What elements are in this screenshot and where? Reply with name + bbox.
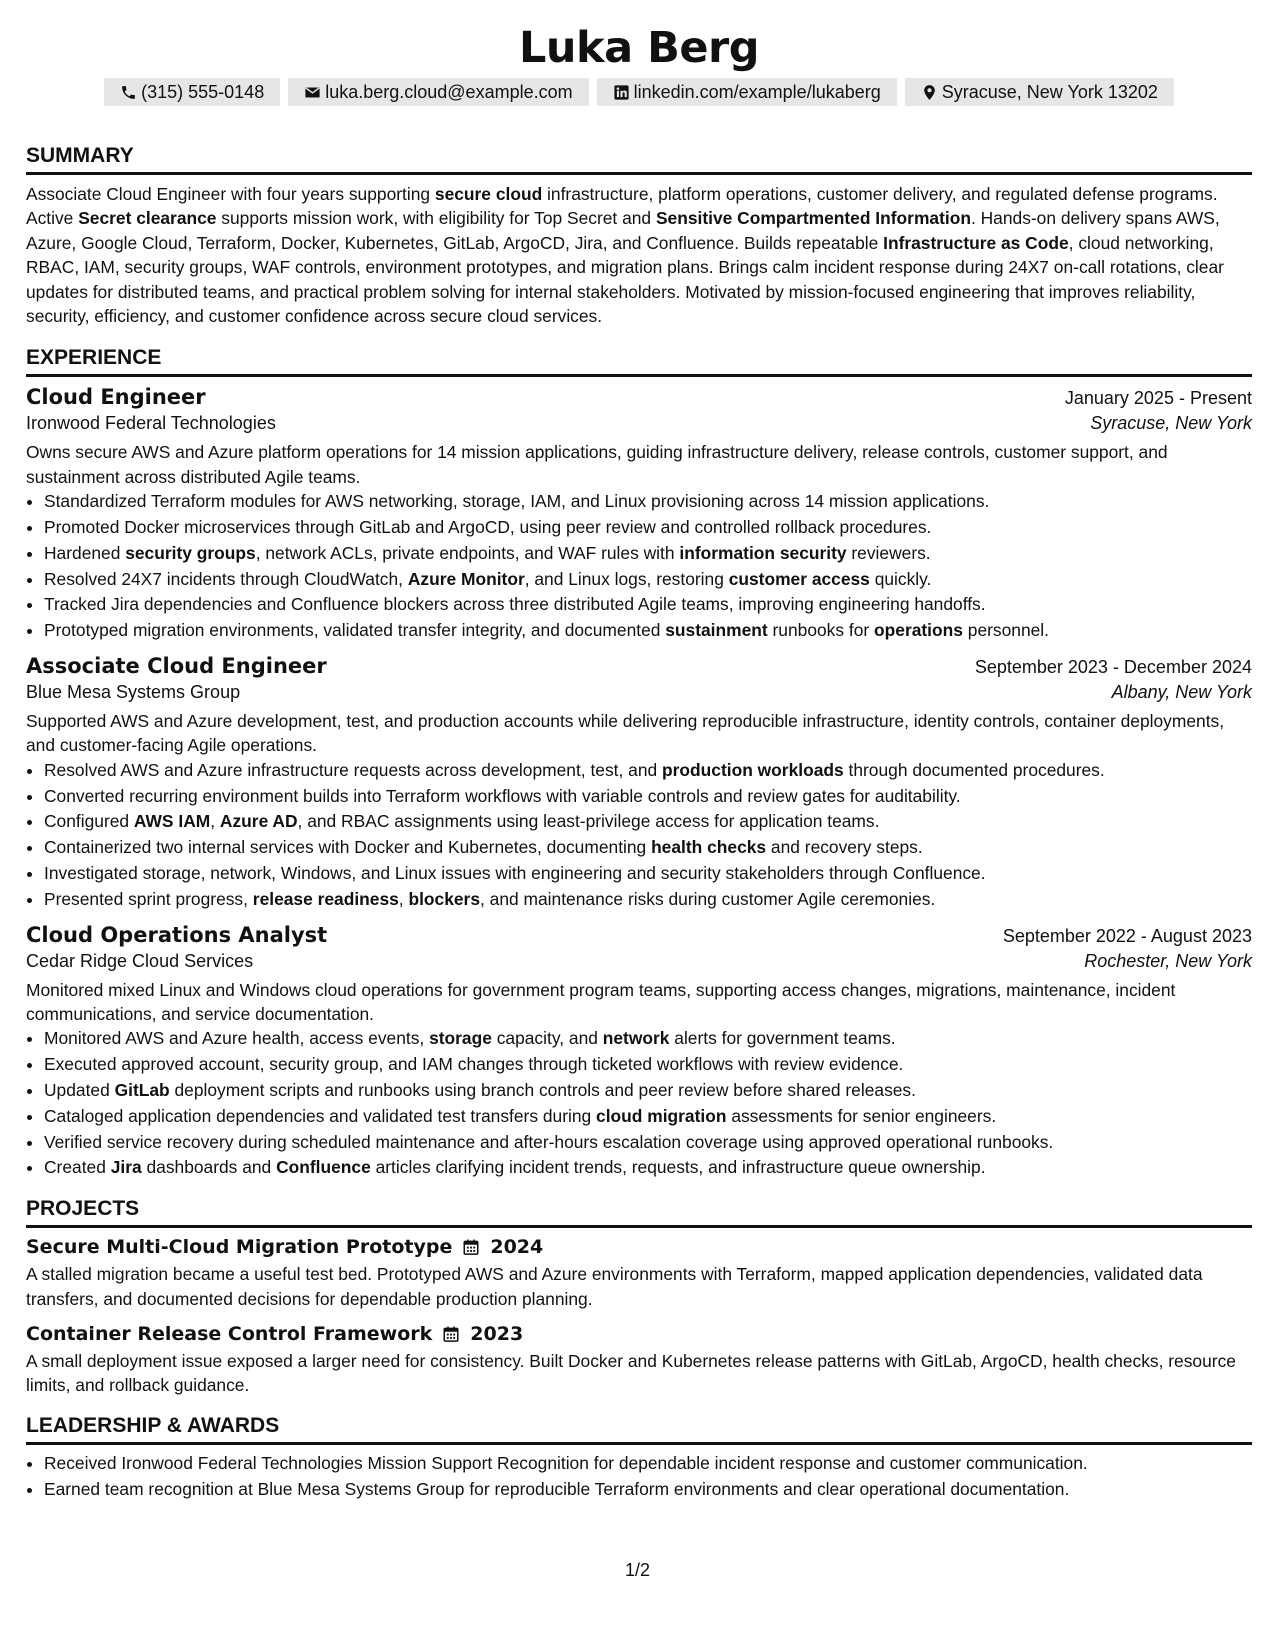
text-segment: Converted recurring environment builds into Terraform workflows with variable controls and review gates for auditability.: [44, 785, 961, 806]
job-description: Supported AWS and Azure development, test, and production accounts while delivering reproducible infrastructure, identity controls, container deployments, and customer-facing Agile operations.: [26, 711, 1225, 756]
leadership-heading: LEADERSHIP & AWARDS: [26, 1412, 1252, 1445]
leadership-section: [26, 1412, 1252, 1503]
bold-text: Sensitive Compartmented Information: [655, 208, 971, 229]
bold-text: AWS IAM: [133, 811, 211, 832]
text-segment: ,: [210, 811, 220, 832]
text-segment: alerts for government teams.: [669, 1028, 896, 1049]
project-list: [26, 1236, 1252, 1398]
text-segment: capacity, and: [491, 1028, 603, 1049]
text-segment: , and Linux logs, restoring: [524, 568, 729, 589]
text-segment: Hardened: [44, 542, 126, 563]
job-entry: [26, 923, 1252, 1182]
resume-page: [26, 0, 1252, 1502]
bold-text: blockers: [408, 888, 481, 909]
contact-bar: [26, 78, 1252, 106]
bullet-item: [44, 489, 1252, 515]
award-item: • Received Ironwood Federal Technologies Mission Support Recognition for dependable incident response and customer communication.: [44, 1451, 1252, 1477]
bold-text: Confluence: [276, 1157, 371, 1178]
text-segment: Promoted Docker microservices through GitLab and ArgoCD, using peer review and controlled rollback procedures.: [44, 517, 932, 538]
text-segment: reviewers.: [846, 542, 931, 563]
job-header: [26, 654, 1252, 678]
project-header: [26, 1236, 1252, 1258]
bullet-item: [44, 809, 1252, 835]
bullet-item: [44, 592, 1252, 618]
job-description: Monitored mixed Linux and Windows cloud operations for government program teams, supporting access changes, migrations, maintenance, incident communications, and service documentation.: [26, 979, 1176, 1025]
job-location: Rochester, New York: [1084, 950, 1252, 971]
bullet-item: [44, 567, 1252, 593]
bullet-item: [44, 1078, 1252, 1104]
calendar-icon: [442, 1325, 460, 1343]
email-text[interactable]: luka.berg.cloud@example.com: [325, 82, 573, 102]
bullet-item: [44, 1052, 1252, 1078]
job-organization: Ironwood Federal Technologies: [26, 413, 276, 434]
project-year: 2024: [490, 1236, 544, 1259]
job-dates: September 2022 - August 2023: [1002, 925, 1252, 946]
text-segment: Created: [44, 1157, 111, 1178]
job-location: Albany, New York: [1111, 682, 1252, 703]
experience-section: [26, 344, 1252, 1181]
contact-linkedin[interactable]: [597, 78, 897, 106]
bold-text: cloud migration: [596, 1105, 727, 1126]
linkedin-icon: [613, 84, 630, 101]
projects-section: [26, 1195, 1252, 1398]
text-segment: Updated: [44, 1080, 115, 1101]
job-entry: [26, 654, 1252, 913]
bullet-item: [44, 1155, 1252, 1181]
job-subheader: [26, 413, 1252, 434]
job-list: [26, 385, 1252, 1181]
project-entry: [26, 1323, 1252, 1398]
job-subheader: [26, 682, 1252, 703]
text-segment: assessments for senior engineers.: [726, 1105, 997, 1126]
text-segment: through documented procedures.: [843, 759, 1105, 780]
bold-text: Secret clearance: [78, 208, 217, 229]
bold-text: Infrastructure as Code: [883, 232, 1069, 253]
bullet-item: [44, 1104, 1252, 1130]
project-year: 2023: [470, 1323, 524, 1346]
project-description: A small deployment issue exposed a larger need for consistency. Built Docker and Kubernetes release patterns with GitLab, ArgoCD, health checks, resource limits, and rollback guidance.: [26, 1351, 1236, 1396]
project-name: Secure Multi-Cloud Migration Prototype: [26, 1236, 453, 1259]
text-segment: Prototyped migration environments, validated transfer integrity, and documented: [44, 620, 666, 641]
bold-text: security groups: [125, 542, 256, 563]
bullet-item: [44, 784, 1252, 810]
text-segment: quickly.: [869, 568, 932, 589]
bold-text: release readiness: [252, 888, 399, 909]
project-description: A stalled migration became a useful test bed. Prototyped AWS and Azure environments with Terraform, mapped application dependencies, validated data transfers, and documented decisions for dependable production planning.: [26, 1264, 1203, 1309]
text-segment: Associate Cloud Engineer with four years supporting: [26, 184, 435, 204]
bold-text: storage: [429, 1028, 492, 1049]
text-segment: Standardized Terraform modules for AWS networking, storage, IAM, and Linux provisioning across 14 mission applications.: [44, 491, 990, 512]
bullet-item: [44, 835, 1252, 861]
leadership-list: [26, 1451, 1252, 1503]
text-segment: Cataloged application dependencies and validated test transfers during: [44, 1105, 597, 1126]
job-description: Owns secure AWS and Azure platform operations for 14 mission applications, guiding infrastructure delivery, release controls, customer support, and sustainment across distributed Agile teams.: [26, 442, 1168, 487]
contact-location: [905, 78, 1174, 106]
text-segment: Investigated storage, network, Windows, and Linux issues with engineering and security stakeholders through Confluence.: [44, 863, 986, 884]
text-segment: Monitored AWS and Azure health, access events,: [44, 1028, 430, 1049]
award-item: • Earned team recognition at Blue Mesa Systems Group for reproducible Terraform environments and clear operational documentation.: [44, 1477, 1252, 1503]
job-organization: Cedar Ridge Cloud Services: [26, 950, 254, 971]
summary-heading: SUMMARY: [26, 142, 1252, 175]
bold-text: network: [602, 1028, 670, 1049]
text-segment: dashboards and: [141, 1157, 277, 1178]
text-segment: , and RBAC assignments using least-privilege access for application teams.: [297, 811, 880, 832]
calendar-icon: [462, 1238, 480, 1256]
page-number: 1/2: [624, 1560, 651, 1580]
project-name: Container Release Control Framework: [26, 1323, 433, 1346]
bullet-item: [44, 1130, 1252, 1156]
job-organization: Blue Mesa Systems Group: [26, 682, 241, 703]
job-title: Cloud Engineer: [26, 385, 206, 410]
job-entry: [26, 385, 1252, 644]
text-segment: , cloud networking, RBAC, IAM, security groups, WAF controls, environment prototypes, and migration plans. Brings calm incident response during 24X7 on-call rotations, clear updates for distributed teams, and practical problem solving for internal stakeholders. Motivated by mission-focused engineering that improves reliability, security, efficiency, and customer confidence across secure cloud services.: [26, 232, 1224, 327]
candidate-name: Luka Berg: [518, 23, 760, 73]
job-header: [26, 923, 1252, 947]
job-dates: January 2025 - Present: [1064, 388, 1252, 409]
bullet-item: [44, 758, 1252, 784]
job-title: Associate Cloud Engineer: [26, 654, 327, 679]
summary-section: [26, 142, 1252, 328]
bold-text: secure cloud: [434, 184, 543, 204]
text-segment: infrastructure, platform operations, customer delivery, and regulated defense programs. Active: [26, 184, 1218, 229]
text-segment: Verified service recovery during scheduled maintenance and after-hours escalation coverage using approved operational runbooks.: [44, 1131, 1054, 1152]
text-segment: Resolved AWS and Azure infrastructure requests across development, test, and: [44, 759, 663, 780]
bold-text: Jira: [110, 1157, 142, 1178]
bold-text: operations: [874, 620, 963, 641]
job-title: Cloud Operations Analyst: [26, 922, 328, 947]
text-segment: Executed approved account, security group, and IAM changes through ticketed workflows with review evidence.: [44, 1054, 904, 1075]
projects-heading: PROJECTS: [26, 1195, 1252, 1228]
bullet-item: [44, 887, 1252, 913]
bold-text: GitLab: [114, 1080, 170, 1101]
project-entry: [26, 1236, 1252, 1311]
text-segment: Presented sprint progress,: [44, 888, 253, 909]
text-segment: and recovery steps.: [766, 837, 923, 858]
bold-text: sustainment: [665, 620, 768, 641]
text-segment: Containerized two internal services with Docker and Kubernetes, documenting: [44, 837, 652, 858]
location-text: Syracuse, New York 13202: [941, 82, 1158, 102]
bold-text: customer access: [728, 568, 870, 589]
bold-text: Azure AD: [219, 811, 298, 832]
bold-text: Azure Monitor: [407, 568, 525, 589]
map-pin-icon: [921, 84, 938, 101]
job-dates: September 2023 - December 2024: [974, 657, 1252, 678]
text-segment: deployment scripts and runbooks using branch controls and peer review before shared releases.: [169, 1080, 916, 1101]
project-header: [26, 1323, 1252, 1345]
bullet-item: [44, 861, 1252, 887]
phone-icon: [120, 84, 137, 101]
bullet-item: [44, 1026, 1252, 1052]
job-location: Syracuse, New York: [1090, 413, 1252, 434]
experience-heading: EXPERIENCE: [26, 344, 1252, 377]
contact-email[interactable]: [288, 78, 588, 106]
text-segment: , network ACLs, private endpoints, and WAF rules with: [255, 542, 680, 563]
job-bullets: [26, 758, 1252, 913]
bold-text: health checks: [651, 837, 767, 858]
job-subheader: [26, 951, 1252, 972]
envelope-icon: [304, 84, 321, 101]
summary-text: [26, 182, 1252, 328]
text-segment: ,: [398, 888, 409, 909]
bullet-item: [44, 618, 1252, 644]
job-header: [26, 385, 1252, 409]
linkedin-text[interactable]: linkedin.com/example/lukaberg: [633, 82, 881, 102]
text-segment: runbooks for: [767, 620, 875, 641]
text-segment: Configured: [44, 811, 134, 832]
bullet-item: [44, 515, 1252, 541]
contact-phone: [104, 78, 280, 106]
text-segment: Tracked Jira dependencies and Confluence blockers across three distributed Agile teams, improving engineering handoffs.: [44, 594, 986, 615]
text-segment: articles clarifying incident trends, requests, and infrastructure queue ownership.: [370, 1157, 986, 1178]
text-segment: Resolved 24X7 incidents through CloudWatch,: [44, 568, 408, 589]
text-segment: , and maintenance risks during customer Agile ceremonies.: [480, 888, 936, 909]
text-segment: . Hands-on delivery spans AWS, Azure, Google Cloud, Terraform, Docker, Kubernetes, GitLab, ArgoCD, Jira, and Confluence. Builds repeatable: [26, 208, 1220, 253]
job-bullets: [26, 1026, 1252, 1181]
job-bullets: [26, 489, 1252, 644]
bold-text: information security: [679, 542, 847, 563]
bold-text: production workloads: [662, 759, 844, 780]
text-segment: supports mission work, with eligibility for Top Secret and: [216, 208, 656, 229]
text-segment: personnel.: [962, 620, 1049, 641]
phone-text: (315) 555-0148: [141, 82, 265, 102]
bullet-item: [44, 541, 1252, 567]
